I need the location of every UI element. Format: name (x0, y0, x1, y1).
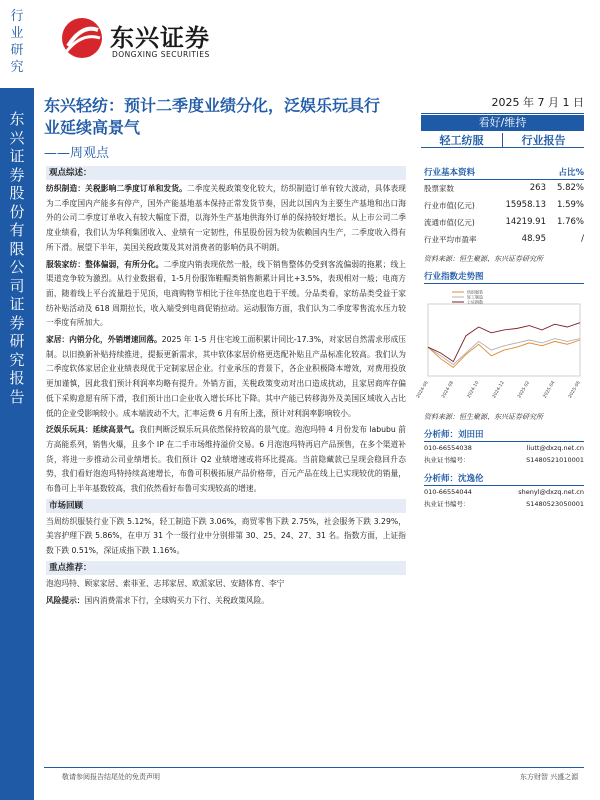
tag-report-type: 行业报告 (502, 133, 584, 148)
sidebar-vertical-text (9, 110, 25, 406)
index-chart-svg (415, 288, 584, 406)
legend-label: 上证指数 (467, 299, 483, 305)
report-date: 2025 年 7 月 1 日 (491, 96, 584, 109)
paragraph-lead: 风险提示： (46, 595, 85, 605)
body-paragraph (46, 333, 406, 421)
paragraph-text: 二季度内销表现依然一般，线下销售整体仍受到客流偏弱的拖累；线上渠道竞争较为激烈。从行业数据看，1-5月份服饰鞋帽类销售额累计同比+3.5%，表现相对一般；电商方面，随着线上平台流量趋于见顶，电商购物节相比于往年热度也趋于平缓。分品类看，家纺品类受益于家纺补贴活动及 618 周期拉长，收入端受到电商促销拉动。运动服饰方面，我们认为二季度零售流水压力较一季度有所加大。 (46, 259, 406, 328)
report-title: 东兴轻纺：预计二季度业绩分化，泛娱乐玩具行业延续高景气 (44, 96, 381, 137)
sidebar-vertical-char: 份 (9, 202, 25, 221)
row-pct: 1.76% (556, 217, 584, 227)
paragraph-text: 泡泡玛特、顾家家居、索菲亚、志邦家居、欧派家居、安踏体育、李宁 (46, 578, 285, 588)
footer-slogan: 东方财智 兴盛之源 (520, 773, 579, 781)
analyst-email[interactable]: liutt@dxzq.net.cn (526, 444, 584, 452)
logo-name-en: DONGXING SECURITIES (112, 50, 210, 59)
footer-disclaimer: 敬请参阅报告结尾处的免责声明 (62, 773, 160, 781)
sidebar-vertical-char: 证 (9, 147, 25, 165)
paragraph-text: 国内消费需求下行，全球购买力下行、关税政策风险。 (84, 595, 269, 605)
paragraph-text: 当周纺织服装行业下跌 5.12%，轻工制造下跌 3.06%，商贸零售下跌 2.75%，社会服务下跌 3.29%，美容护理下跌 5.86%，在申万 31 个一级行业中分别排第 30、25、24、27、31 名。指数方面，上证指数下跌 0.51%，深证成指下跌 1.16%。 (46, 516, 406, 556)
industry-basics-title: 行业基本资料 (424, 168, 476, 178)
industry-basics-row (424, 180, 584, 197)
company-logo (60, 14, 240, 66)
industry-basics-row (424, 197, 584, 214)
sidebar-vertical-char: 告 (9, 387, 25, 406)
sidebar-vertical-char: 研 (9, 332, 25, 350)
x-tick-label: 2025-04 (542, 380, 557, 400)
paragraph-text: 我们判断泛娱乐玩具依然保持较高的景气度。泡泡玛特 4 月份发布 labubu 前方高能系列，销售火爆，且多个 IP 在二手市场维持溢价交易。6 月泡泡玛特再启产品预售，在多个渠道补货，将进一步推动公司业绩增长。我们预计 Q2 业绩增速或将环比提高。当前隐藏款已呈现会稳回升态势，我们看好泡泡玛特持续高速增长，布鲁可积极拓展产品价格带，百元产品在线上已实现较优的销量，布鲁可上半年基数较高，我们依然看好布鲁可实现较高的增速。 (46, 425, 406, 494)
x-tick-label: 2024-10 (466, 380, 481, 400)
analyst-head (424, 428, 584, 442)
report-meta (421, 95, 584, 148)
industry-basics-row (424, 231, 584, 248)
chart-source: 资料来源：恒生聚源、东兴证券研究所 (424, 413, 543, 421)
industry-basics-source: 资料来源：恒生聚源、东兴证券研究所 (424, 255, 543, 263)
analyst-phone: 010-66554038 (424, 444, 472, 452)
analyst-head (424, 472, 584, 486)
analyst-row (424, 498, 584, 510)
body-paragraph (46, 594, 406, 609)
sidebar-vertical-char: 公 (9, 258, 25, 276)
sidebar-category-text (8, 8, 26, 76)
row-label: 行业平均市盈率 (424, 235, 477, 244)
legend-label: 纺织服装 (467, 289, 483, 295)
row-value: 15958.13 (505, 200, 546, 210)
row-value: 14219.91 (505, 217, 546, 227)
sidebar (0, 0, 34, 800)
x-tick-label: 2025-02 (517, 380, 532, 400)
index-chart (415, 288, 584, 406)
analyst-name: 沈逸伦 (458, 474, 484, 484)
rating-badge: 看好/维持 (421, 115, 584, 131)
sidebar-category-char: 究 (10, 60, 24, 75)
row-pct: 1.59% (556, 200, 584, 210)
row-value: 263 (529, 183, 546, 193)
main-body (46, 166, 406, 610)
row-value: 48.95 (521, 234, 546, 244)
x-tick-label: 2025-06 (567, 380, 582, 400)
sidebar-vertical-char: 司 (9, 276, 25, 295)
analyst-row (424, 486, 584, 498)
sidebar-vertical-char: 限 (9, 239, 25, 258)
right-column (415, 166, 584, 510)
sidebar-band (0, 88, 34, 800)
analyst-cert: S1480521010001 (526, 456, 584, 464)
analysts (424, 428, 584, 510)
sidebar-vertical-char: 券 (9, 165, 25, 184)
series-line-1 (428, 339, 580, 365)
paragraph-lead: 纺织制造：关税影响二季度订单和发货。 (46, 184, 187, 193)
analyst-name: 刘田田 (458, 430, 484, 440)
analyst-row (424, 442, 584, 454)
industry-basics-row (424, 214, 584, 231)
analyst-row (424, 454, 584, 466)
analyst-role: 分析师： (424, 474, 459, 484)
analyst-cert-label: 执业证书编号： (424, 500, 470, 508)
meta-divider (421, 113, 584, 114)
logo-mark-icon (60, 16, 104, 60)
body-paragraph (46, 577, 406, 592)
index-chart-head (424, 270, 584, 284)
index-chart-title: 行业指数走势图 (424, 272, 484, 282)
meta-tags (421, 133, 584, 148)
body-paragraph (46, 182, 406, 256)
analyst-email[interactable]: shenyl@dxzq.net.cn (518, 488, 584, 496)
sidebar-vertical-char: 究 (9, 350, 25, 369)
industry-basics-table (424, 180, 584, 248)
row-label: 流通市值(亿元) (424, 218, 475, 227)
sidebar-vertical-char: 券 (9, 313, 25, 332)
analyst-cert-label: 执业证书编号： (424, 456, 470, 464)
sidebar-category (0, 0, 34, 80)
analyst-cert: S1480523050001 (526, 500, 584, 508)
sidebar-vertical-char: 报 (9, 369, 25, 387)
body-paragraph (46, 423, 406, 497)
body-paragraph (46, 258, 406, 332)
sidebar-vertical-char: 东 (9, 110, 25, 128)
paragraph-lead: 家居：内销分化，外销增速回落。 (46, 335, 162, 345)
section-heading: 市场回顾 (46, 499, 406, 513)
row-pct: / (581, 234, 584, 244)
paragraph-lead: 泛娱乐玩具：延续高景气。 (46, 425, 140, 435)
sidebar-vertical-char: 有 (9, 221, 25, 239)
sidebar-vertical-char: 证 (9, 295, 25, 313)
logo-name-cn: 东兴证券 (110, 24, 210, 52)
row-label: 行业市值(亿元) (424, 201, 475, 210)
industry-basics-pct-head: 占比% (558, 168, 584, 178)
section-heading: 重点推荐： (46, 561, 406, 575)
section-heading: 观点综述： (46, 166, 406, 180)
sidebar-vertical-char: 股 (9, 184, 25, 202)
body-paragraph (46, 515, 406, 559)
row-pct: 5.82% (556, 183, 584, 193)
x-tick-label: 2024-08 (441, 380, 456, 400)
paragraph-lead: 服装家纺：整体偏弱，有所分化。 (46, 259, 164, 269)
legend-label: 轻工制造 (467, 294, 483, 300)
paragraph-text: 2025 年 1-5 月住宅竣工面积累计同比-17.3%，对家居自然需求形成压制。以旧换新补贴持续推进，提振更新需求，其中软体家居价格更迭配补贴且产品标准化较高。我们认为二季度软体家居企业业绩表现优于定制家居企业。行业承压的背景下，各企业积极降本增效，对费用投放更加谨慎，因此我们预计利润率均略有提升。外销方面，关税政策变动对出口造成扰动，且家居商库存偏低下采购意愿有所下滑，我们预计出口企业收入增长环比下降。其中产能已转移海外及美国区域收入占比低的企业受影响较小。成本端波动不大，汇率运费 6 月有所上涨，预计对利润率影响较小。 (46, 335, 406, 418)
sidebar-category-char: 业 (10, 26, 24, 41)
sidebar-category-char: 研 (10, 43, 24, 58)
industry-basics-head (424, 166, 584, 180)
analyst-phone: 010-66554044 (424, 488, 472, 496)
tag-industry: 轻工纺服 (421, 133, 502, 148)
paragraph-text: 二季度关税政策变化较大，纺织制造订单有较大波动，具体表现为二季度国内产能多有停产，国外产能基地基本保持正常发货节奏，因此以国内为主要生产基地和出口海外的公司二季度订单收入有较大幅度下滑，以海外生产基地供海外订单的保持较好增长。从上市公司二季度业绩看，我们认为华利集团收入、业绩有一定韧性，伟星股份因为较为依赖国内生产，二季度收入得有所下滑。展望下半年，美国关税政策及其对消费者的影响仍具不明朗。 (46, 184, 406, 252)
report-subtitle: ——周观点 (44, 146, 110, 161)
sidebar-vertical-char: 兴 (9, 128, 25, 147)
x-tick-label: 2024-06 (415, 380, 430, 400)
footer-divider (44, 767, 584, 768)
sidebar-category-char: 行 (10, 9, 24, 24)
row-label: 股票家数 (424, 184, 454, 193)
analyst-role: 分析师： (424, 430, 459, 440)
x-tick-label: 2024-12 (491, 380, 506, 400)
